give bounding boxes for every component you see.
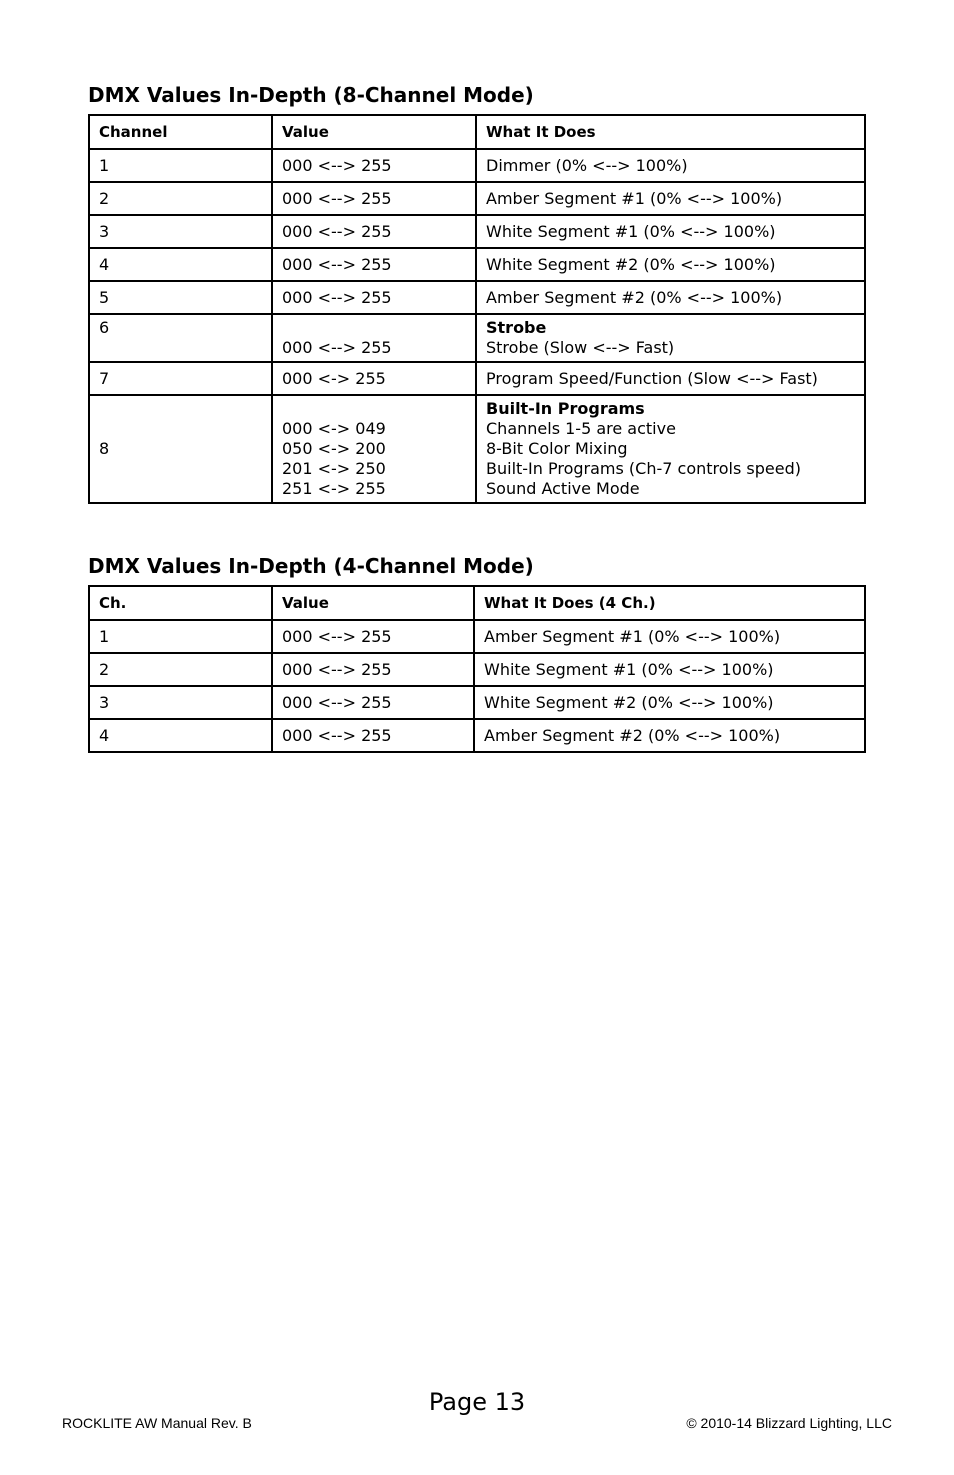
function-cell [476, 314, 865, 362]
table-header-row [89, 586, 865, 620]
value-cell: 000 <--> 255 [272, 248, 476, 281]
table-row [89, 395, 865, 503]
header-function: What It Does [476, 115, 865, 149]
channel-cell: 4 [89, 248, 272, 281]
channel-cell: 7 [89, 362, 272, 395]
function-cell: Amber Segment #1 (0% <--> 100%) [474, 620, 865, 653]
header-channel: Ch. [89, 586, 272, 620]
value-cell: 000 <--> 255 [272, 719, 474, 752]
table-row [89, 149, 865, 182]
table-row [89, 215, 865, 248]
function-cell [476, 395, 865, 503]
table-row [89, 281, 865, 314]
value-cell: 000 <--> 255 [272, 215, 476, 248]
value-cell: 000 <--> 255 [272, 182, 476, 215]
table-row [89, 314, 865, 362]
function-text: Channels 1-5 are active [486, 419, 676, 438]
header-value: Value [272, 115, 476, 149]
value-range: 050 <-> 200 [282, 439, 386, 458]
channel-cell: 5 [89, 281, 272, 314]
table-row [89, 362, 865, 395]
table-row [89, 653, 865, 686]
channel-cell: 6 [89, 314, 272, 362]
value-cell [272, 395, 476, 503]
function-heading: Strobe [486, 318, 547, 337]
table-row [89, 182, 865, 215]
function-cell: Amber Segment #2 (0% <--> 100%) [476, 281, 865, 314]
value-cell: 000 <--> 255 [272, 620, 474, 653]
section-title-8ch: DMX Values In-Depth (8-Channel Mode) [88, 83, 534, 107]
dmx-table-4ch [88, 585, 866, 753]
footer-manual-title: ROCKLITE AW Manual Rev. B [62, 1415, 252, 1431]
header-channel: Channel [89, 115, 272, 149]
channel-cell: 2 [89, 653, 272, 686]
channel-cell: 8 [89, 395, 272, 503]
function-cell: Dimmer (0% <--> 100%) [476, 149, 865, 182]
function-cell: Amber Segment #2 (0% <--> 100%) [474, 719, 865, 752]
function-text: Strobe (Slow <--> Fast) [486, 338, 675, 357]
channel-cell: 1 [89, 149, 272, 182]
function-cell: Program Speed/Function (Slow <--> Fast) [476, 362, 865, 395]
section-title-4ch: DMX Values In-Depth (4-Channel Mode) [88, 554, 534, 578]
header-value: Value [272, 586, 474, 620]
header-function: What It Does (4 Ch.) [474, 586, 865, 620]
function-cell: Amber Segment #1 (0% <--> 100%) [476, 182, 865, 215]
function-text: Built-In Programs (Ch-7 controls speed) [486, 459, 801, 478]
function-cell: White Segment #1 (0% <--> 100%) [474, 653, 865, 686]
function-cell: White Segment #1 (0% <--> 100%) [476, 215, 865, 248]
value-range: 251 <-> 255 [282, 479, 386, 498]
function-cell: White Segment #2 (0% <--> 100%) [476, 248, 865, 281]
channel-cell: 3 [89, 215, 272, 248]
table-header-row [89, 115, 865, 149]
channel-cell: 3 [89, 686, 272, 719]
function-cell: White Segment #2 (0% <--> 100%) [474, 686, 865, 719]
table-row [89, 686, 865, 719]
table-row [89, 248, 865, 281]
channel-cell: 2 [89, 182, 272, 215]
footer-copyright: © 2010-14 Blizzard Lighting, LLC [686, 1415, 892, 1431]
dmx-table-8ch [88, 114, 866, 504]
channel-cell: 1 [89, 620, 272, 653]
table-row [89, 620, 865, 653]
page-number: Page 13 [428, 1388, 526, 1416]
value-cell: 000 <--> 255 [272, 281, 476, 314]
function-text: Sound Active Mode [486, 479, 640, 498]
value-cell: 000 <--> 255 [272, 653, 474, 686]
channel-cell: 4 [89, 719, 272, 752]
value-cell: 000 <--> 255 [272, 314, 476, 362]
function-heading: Built-In Programs [486, 399, 645, 418]
value-cell: 000 <--> 255 [272, 686, 474, 719]
table-row [89, 719, 865, 752]
value-cell: 000 <--> 255 [272, 149, 476, 182]
function-text: 8-Bit Color Mixing [486, 439, 628, 458]
value-cell: 000 <-> 255 [272, 362, 476, 395]
value-range: 201 <-> 250 [282, 459, 386, 478]
value-range: 000 <-> 049 [282, 419, 386, 438]
